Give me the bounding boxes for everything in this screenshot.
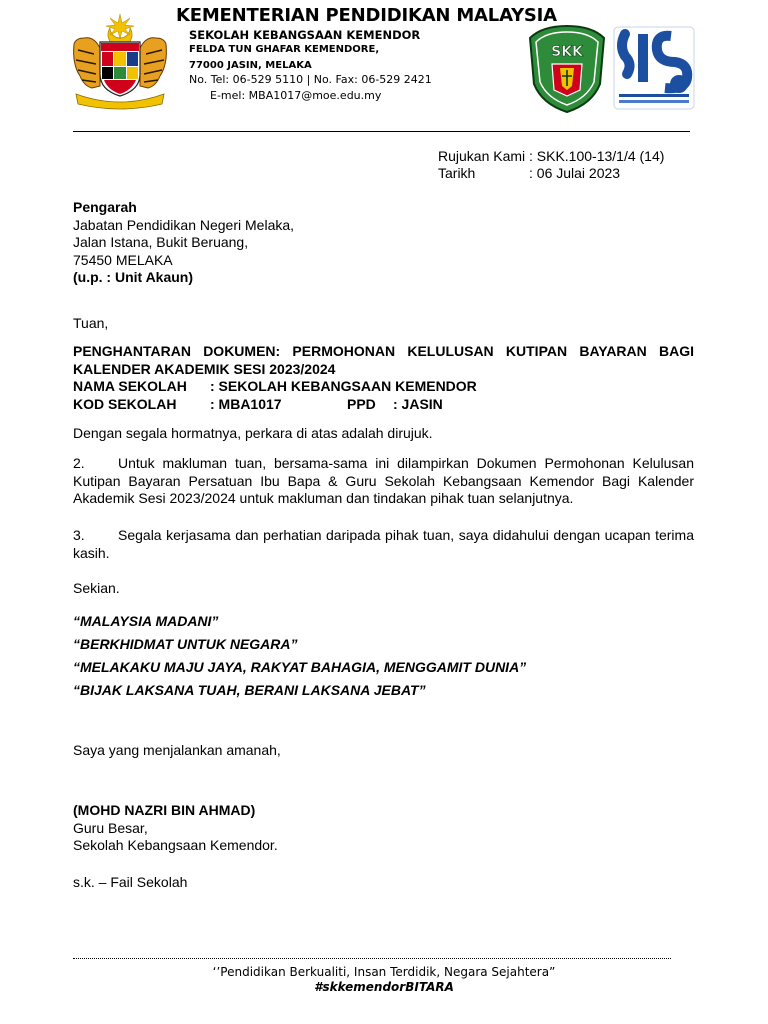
date-label: Tarikh: [438, 165, 476, 181]
date-value: : 06 Julai 2023: [529, 165, 621, 181]
ppd-label: PPD: [347, 395, 376, 412]
paragraph-3-text: Segala kerjasama dan perhatian daripada pihak tuan, saya didahului dengan ucapan terima kasih.: [73, 527, 694, 561]
recipient-title: Pengarah: [73, 199, 137, 215]
recipient-attention: (u.p. : Unit Akaun): [73, 269, 194, 285]
slogan-4: “BIJAK LAKSANA TUAH, BERANI LAKSANA JEBAT”: [73, 682, 426, 698]
school-code-label: KOD SEKOLAH: [73, 395, 177, 412]
phone-fax-line: No. Tel: 06-529 5110 | No. Fax: 06-529 2421: [189, 73, 432, 86]
signature-intro: Saya yang menjalankan amanah,: [73, 742, 281, 758]
signature-block: [73, 802, 694, 855]
school-code-value: : MBA1017: [210, 395, 282, 412]
address-line-2: 77000 JASIN, MELAKA: [189, 60, 312, 71]
school-name-label: NAMA SEKOLAH: [73, 378, 187, 394]
slogan-1: “MALAYSIA MADANI”: [73, 613, 219, 629]
footer-hashtag: #skkemendorBITARA: [314, 980, 454, 994]
subject-block: [73, 343, 694, 413]
reference-value: : SKK.100-13/1/4 (14): [529, 148, 665, 164]
paragraph-3: [73, 527, 694, 562]
recipient-block: [73, 199, 694, 287]
closing: Sekian.: [73, 580, 120, 596]
school-name-field: [73, 378, 694, 396]
paragraph-2-text: Untuk makluman tuan, bersama-sama ini dilampirkan Dokumen Permohonan Kelulusan Kutipan Bayaran Persatuan Ibu Bapa & Guru Sekolah Kebangsaan Kemendor Bagi Kalender Akademik Sesi 2023/2024 untuk makluman dan tindakan pihak tuan selanjutnya.: [73, 455, 694, 506]
footer-divider: [73, 958, 671, 959]
salutation: Tuan,: [73, 315, 109, 331]
paragraph-2-number: 2.: [73, 455, 85, 471]
slogan-2: “BERKHIDMAT UNTUK NEGARA”: [73, 636, 298, 652]
footer-motto: ‘’Pendidikan Berkualiti, Insan Terdidik, Negara Sejahtera”: [212, 965, 556, 979]
recipient-line-1: Jabatan Pendidikan Negeri Melaka,: [73, 216, 295, 233]
signatory-school: Sekolah Kebangsaan Kemendor.: [73, 837, 278, 853]
subject-text: PENGHANTARAN DOKUMEN: PERMOHONAN KELULUSAN KUTIPAN BAYARAN BAGI KALENDER AKADEMIK SESI 2023/2024: [73, 343, 694, 377]
reference-label: Rujukan Kami: [438, 148, 526, 164]
reference-row: [438, 148, 664, 164]
school-name-value: : SEKOLAH KEBANGSAAN KEMENDOR: [210, 378, 477, 394]
ppd-value: : JASIN: [393, 395, 443, 412]
paragraph-3-number: 3.: [73, 527, 85, 543]
school-code-field: [73, 396, 694, 414]
carbon-copy: s.k. – Fail Sekolah: [73, 874, 188, 890]
email-line: E-mel: MBA1017@moe.edu.my: [210, 89, 382, 102]
paragraph-1: Dengan segala hormatnya, perkara di atas adalah dirujuk.: [73, 425, 433, 441]
coat-of-arms-logo: [70, 14, 170, 110]
ministry-heading: KEMENTERIAN PENDIDIKAN MALAYSIA: [176, 5, 557, 26]
date-row: [438, 165, 620, 181]
signatory-name: (MOHD NAZRI BIN AHMAD): [73, 802, 256, 818]
slogan-3: “MELAKAKU MAJU JAYA, RAKYAT BAHAGIA, MENGGAMIT DUNIA”: [73, 659, 527, 675]
header-divider: [73, 131, 690, 132]
signatory-position: Guru Besar,: [73, 819, 148, 836]
school-name-heading: SEKOLAH KEBANGSAAN KEMENDOR: [189, 28, 421, 42]
school-logo: [526, 24, 608, 114]
svg-text:SKK: SKK: [551, 44, 583, 60]
paragraph-2: [73, 455, 694, 508]
recipient-line-3: 75450 MELAKA: [73, 251, 173, 268]
recipient-line-2: Jalan Istana, Bukit Beruang,: [73, 234, 249, 250]
address-line-1: FELDA TUN GHAFAR KEMENDORE,: [189, 44, 380, 55]
program-logo: [613, 26, 695, 110]
